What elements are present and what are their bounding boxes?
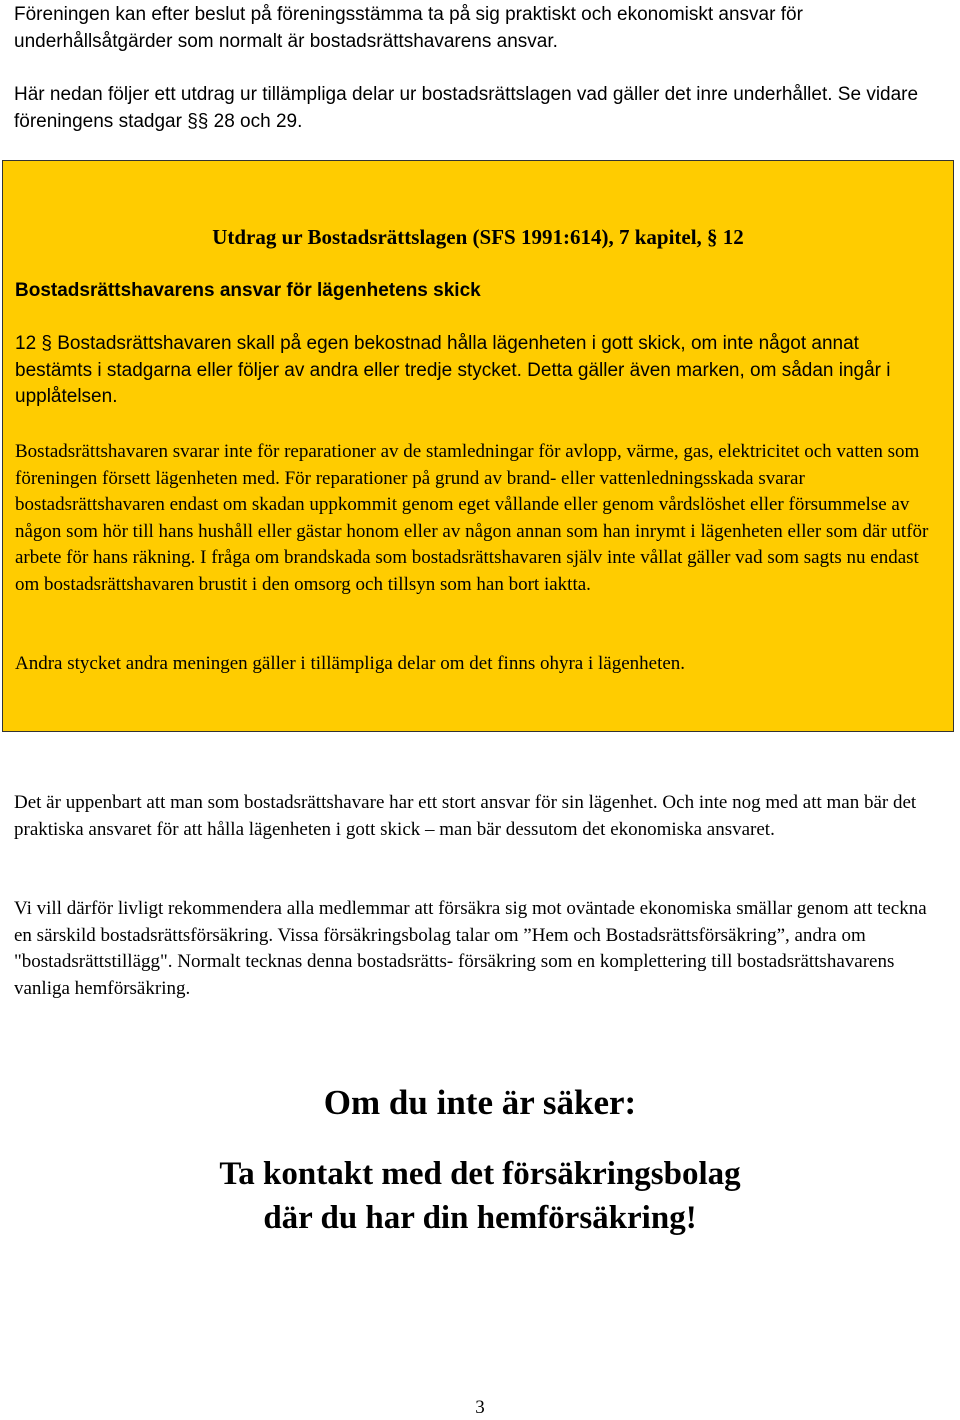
law-excerpt-paragraph-2: Bostadsrättshavaren svarar inte för reparationer av de stamledningar för avlopp, värme, gas, elektricitet och vatten som föreningen försett lägenheten med. För reparationer på grund av brand- eller vattenledningsskada svarar bostadsrättshavaren endast om skadan uppkommit genom eget vållande eller genom vårdslöshet eller försummelse av någon som hör till hans hushåll eller gästar honom eller av någon annan som han inrymt i lägenheten eller som där utför arbete för hans räkning. I fråga om brandskada som bostadsrättshavaren själv inte vållat gäller vad som sagts nu endast om bostadsrättshavaren brustit i den omsorg och tillsyn som han bort iaktta. xyxy=(15,441,929,595)
cta-line-2: där du har din hemförsäkring! xyxy=(263,1200,697,1236)
intro-paragraph-2: Här nedan följer ett utdrag ur tillämpliga delar ur bostadsrättslagen vad gäller det inre underhållet. Se vidare föreningens stadgar §§ 28 och 29. xyxy=(14,84,919,132)
page-number: 3 xyxy=(475,1397,485,1418)
law-excerpt-paragraph-1: 12 § Bostadsrättshavaren skall på egen bekostnad hålla lägenheten i gott skick, om inte något annat bestämts i stadgarna eller följer av andra eller tredje stycket. Detta gäller även marken, om sådan ingår i upplåtelsen. xyxy=(15,333,891,407)
law-excerpt-subtitle: Bostadsrättshavarens ansvar för lägenhetens skick xyxy=(15,280,481,301)
law-excerpt-box xyxy=(2,160,954,732)
cta-question: Om du inte är säker: xyxy=(323,1083,637,1122)
body-paragraph-1: Det är uppenbart att man som bostadsrättshavare har ett stort ansvar för sin lägenhet. Och inte nog med att man bär det praktiska ansvaret för att hålla lägenheten i gott skick – man bär dessutom det ekonomiska ansvaret. xyxy=(14,792,917,840)
law-excerpt-paragraph-3: Andra stycket andra meningen gäller i tillämpliga delar om det finns ohyra i lägenheten. xyxy=(15,653,686,674)
intro-paragraph-1: Föreningen kan efter beslut på föreningsstämma ta på sig praktiskt och ekonomiskt ansvar för underhållsåtgärder som normalt är bostadsrättshavarens ansvar. xyxy=(14,4,803,52)
body-paragraph-2: Vi vill därför livligt rekommendera alla medlemmar att försäkra sig mot oväntade ekonomiska smällar genom att teckna en särskild bostadsrättsförsäkring. Vissa försäkringsbolag talar om ”Hem och Bostadsrättsförsäkring”, andra om "bostadsrättstillägg". Normalt tecknas denna bostadsrätts- försäkring som en komplettering till bostadsrättshavarens vanliga hemförsäkring. xyxy=(14,898,927,999)
cta-line-1: Ta kontakt med det försäkringsbolag xyxy=(219,1156,741,1192)
law-excerpt-title: Utdrag ur Bostadsrättslagen (SFS 1991:614), 7 kapitel, § 12 xyxy=(212,225,744,249)
